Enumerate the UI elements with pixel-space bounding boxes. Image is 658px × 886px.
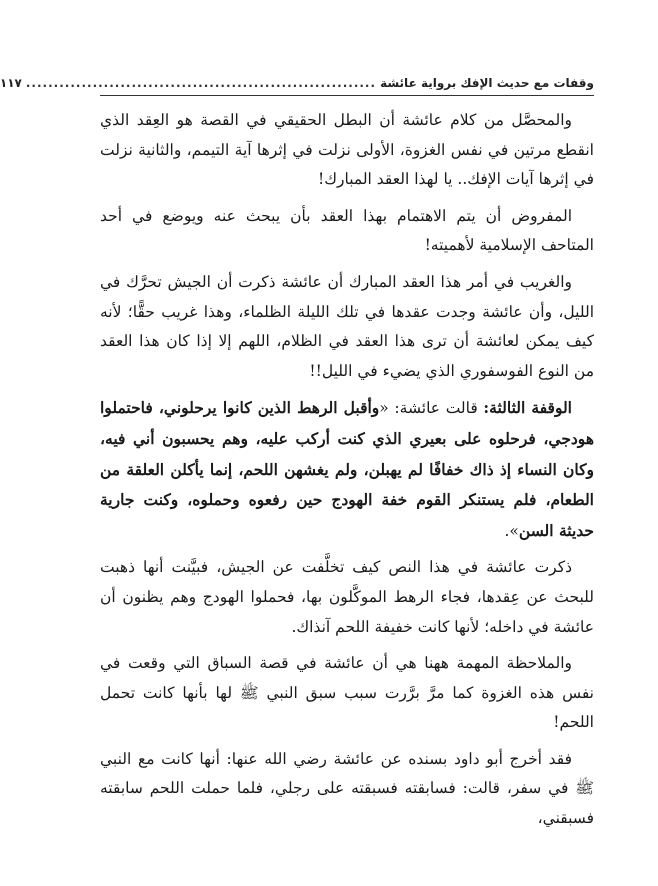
paragraph-necklace-hero: والمحصَّل من كلام عائشة أن البطل الحقيقي في القصة هو العِقد الذي انقطع مرتين في نفس الغزوة، الأولى نزلت في إثرها آية التيمم، والثانية نزلت في إثرها آيات الإفك.. يا لهذا العقد المبارك! [100, 111, 594, 189]
paragraph-stop-three [100, 393, 594, 546]
book-page [0, 76, 594, 841]
paragraph-phosphorescent: والغريب في أمر هذا العقد المبارك أن عائشة ذكرت أن الجيش تحرَّك في الليل، وأن عائشة وجدت عقدها في تلك الليلة الظلماء، وهذا غريب حقًّا؛ لأنه كيف يمكن لعائشة أن ترى هذا العقد في الظلام، اللهم إلا إذا كان هذا العقد من النوع الفوسفوري الذي يضيء في الليل!! [100, 272, 594, 380]
body-text [100, 106, 594, 834]
header-leader-dots: ............................................................... [25, 76, 377, 90]
page-number: ١١٧ [0, 76, 22, 90]
paragraph-abu-dawud: فقد أخرج أبو داود بسنده عن عائشة رضي الله عنها: أنها كانت مع النبي ﷺ في سفر، قالت: فسابقته فسبقته على رجلي، فلما حملت اللحم سابقته فسبقني، [100, 749, 594, 828]
stop-three-intro: قالت عائشة: « [379, 399, 484, 418]
paragraph-museum: المفروض أن يتم الاهتمام بهذا العقد بأن يبحث عنه ويوضع في أحد المتاحف الإسلامية لأهميته! [100, 206, 594, 255]
header-title: وقفات مع حديث الإفك برواية عائشة [380, 76, 594, 90]
running-header [0, 76, 594, 96]
stop-three-label: الوقفة الثالثة: [483, 398, 572, 418]
paragraph-left-behind: ذكرت عائشة في هذا النص كيف تخلَّفت عن الجيش، فبيَّنت أنها ذهبت للبحث عن عِقدها، فجاء الرهط الموكَّلون بها، فحملوا الهودج وهم يظنون أن عائشة في داخله؛ لأنها كانت خفيفة اللحم آنذاك. [100, 558, 594, 636]
paragraph-race-note: والملاحظة المهمة ههنا هي أن عائشة في قصة السباق التي وقعت في نفس هذه الغزوة كما مرَّ برَّرت سبب سبق النبي ﷺ لها بأنها كانت تحمل اللحم! [100, 654, 594, 732]
stop-three-quote: وأقبل الرهط الذين كانوا يرحلوني، فاحتملوا هودجي، فرحلوه على بعيري الذي كنت أركب عليه، وهم يحسبون أني فيه، وكان النساء إذ ذاك خفافًا لم يهبلن، ولم يغشهن اللحم، إنما يأكلن العلقة من الطعام، فلم يستنكر القوم خفة الهودج حين رفعوه وحملوه، وكنت جارية حديثة السن [100, 398, 594, 540]
stop-three-close: ». [504, 521, 519, 540]
